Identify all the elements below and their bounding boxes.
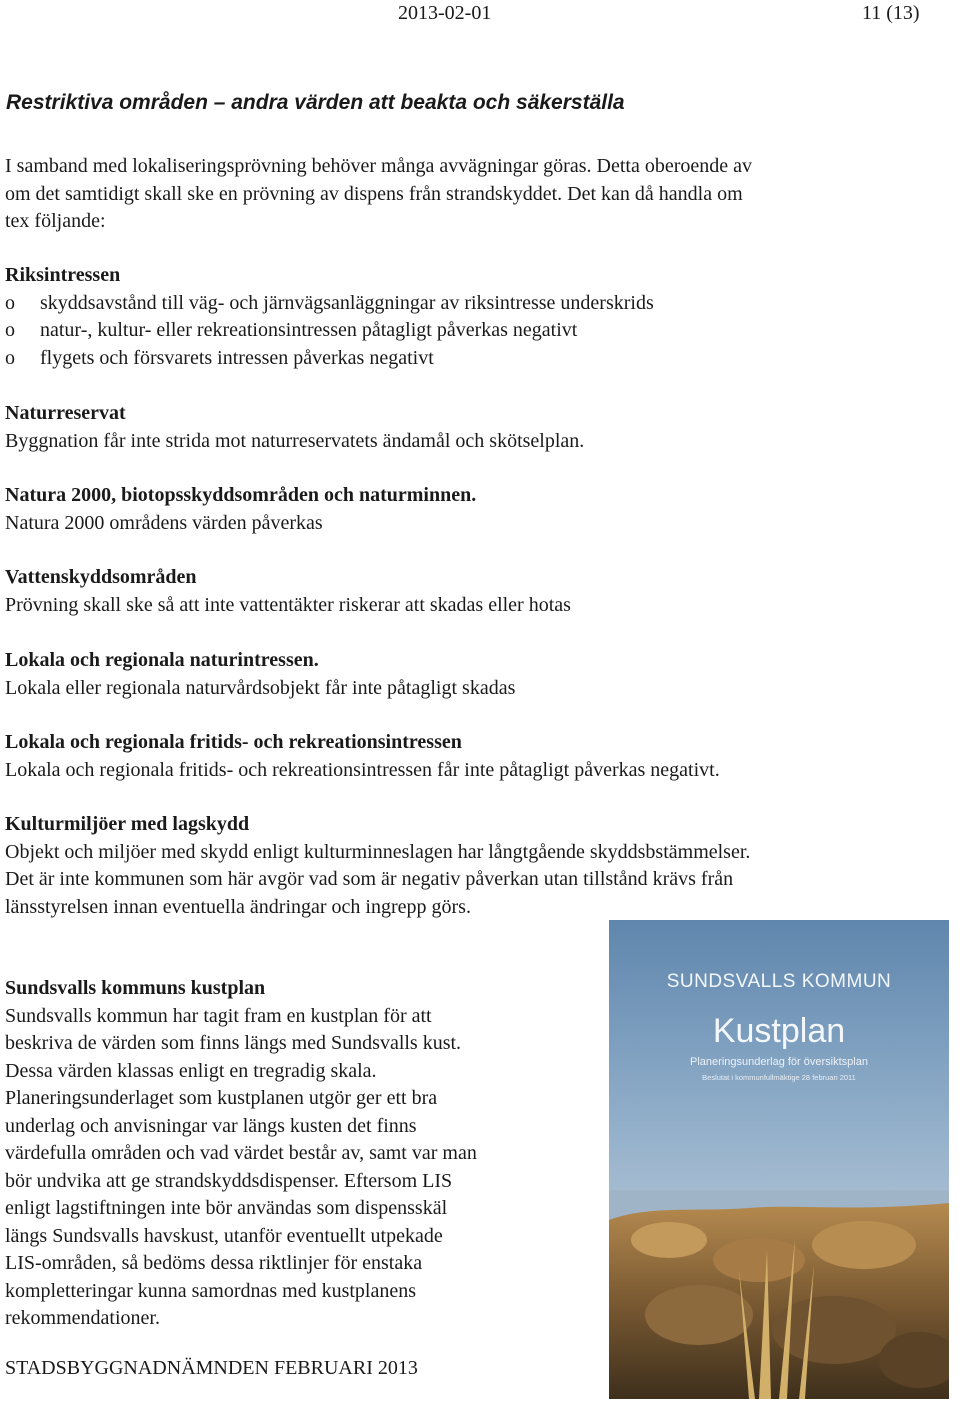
bullet-icon: o: [5, 346, 15, 369]
cover-title: Kustplan: [712, 1012, 846, 1050]
naturreservat-heading: Naturreservat: [5, 402, 126, 424]
riksintressen-section: [5, 262, 654, 372]
lokala-fritid-section: [5, 729, 720, 784]
lokala-fritid-heading: Lokala och regionala fritids- och rekreationsintressen: [5, 731, 462, 753]
lokala-natur-section: [5, 647, 515, 702]
intro-line: tex följande:: [5, 210, 106, 232]
naturreservat-section: [5, 400, 584, 455]
header-page-number: 11 (13): [862, 2, 920, 24]
kustplan-cover-image: [609, 920, 949, 1399]
kustplan-line: beskriva de värden som finns längs med Sundsvalls kust.: [5, 1032, 462, 1054]
natura-text: Natura 2000 områdens värden påverkas: [5, 511, 323, 534]
kustplan-line: enligt lagstiftningen inte bör användas som dispensskäl: [5, 1197, 448, 1219]
lokala-natur-heading: Lokala och regionala naturintressen.: [5, 649, 319, 671]
header-date: 2013-02-01: [398, 2, 492, 24]
lokala-natur-text: Lokala eller regionala naturvårdsobjekt får inte påtagligt skadas: [5, 676, 516, 699]
kustplan-line: Dessa värden klassas enligt en tregradig skala.: [5, 1059, 377, 1082]
cover-decision-note: Beslutat i kommunfullmäktige 28 februari 2011: [702, 1073, 856, 1082]
vatten-text: Prövning skall ske så att inte vattentäkter riskerar att skadas eller hotas: [5, 593, 571, 616]
cover-subtitle: Planeringsunderlag för översiktsplan: [690, 1056, 868, 1068]
riksintressen-heading: Riksintressen: [5, 264, 121, 286]
naturreservat-text: Byggnation får inte strida mot naturreservatets ändamål och skötselplan.: [5, 429, 585, 452]
list-item-text: flygets och försvarets intressen påverkas negativt: [40, 346, 434, 369]
kustplan-line: rekommendationer.: [5, 1307, 160, 1329]
kultur-line: Det är inte kommunen som här avgör vad som är negativ påverkan utan tillstånd krävs från: [5, 868, 734, 890]
intro-line: I samband med lokaliseringsprövning behöver många avvägningar göras. Detta oberoende av: [5, 155, 752, 177]
lokala-fritid-text: Lokala och regionala fritids- och rekreationsintressen får inte påtagligt påverkas negativt.: [5, 758, 720, 781]
kustplan-line: värdefulla områden och vad värdet består av, samt var man: [5, 1142, 477, 1164]
kustplan-line: längs Sundsvalls havskust, utanför eventuellt utpekade: [5, 1224, 443, 1247]
list-item: [5, 345, 654, 373]
list-item-text: natur-, kultur- eller rekreationsintressen påtagligt påverkas negativt: [40, 319, 578, 341]
vatten-section: [5, 564, 571, 619]
kultur-line: länsstyrelsen innan eventuella ändringar och ingrepp görs.: [5, 895, 471, 918]
kustplan-line: Planeringsunderlaget som kustplanen utgör ger ett bra: [5, 1087, 438, 1109]
list-item: [5, 290, 654, 318]
vatten-heading: Vattenskyddsområden: [5, 566, 197, 588]
kustplan-line: LIS-områden, så bedöms dessa riktlinjer för enstaka: [5, 1252, 423, 1274]
kustplan-section: [5, 975, 477, 1333]
natura-section: [5, 482, 476, 537]
intro-line: om det samtidigt skall ske en prövning av dispens från strandskyddet. Det kan då handla om: [5, 182, 743, 205]
intro-paragraph: [5, 153, 752, 236]
bullet-icon: o: [5, 291, 15, 314]
kustplan-line: kompletteringar kunna samordnas med kustplanens: [5, 1279, 417, 1302]
section-title: Restriktiva områden – andra värden att beakta och säkerställa: [6, 91, 625, 114]
kultur-heading: Kulturmiljöer med lagskydd: [5, 813, 250, 835]
list-item-text: skyddsavstånd till väg- och järnvägsanläggningar av riksintresse underskrids: [40, 291, 654, 314]
list-item: [5, 317, 654, 345]
bullet-icon: o: [5, 319, 15, 341]
kustplan-line: Sundsvalls kommun har tagit fram en kustplan för att: [5, 1004, 432, 1027]
page-footer: STADSBYGGNADNÄMNDEN FEBRUARI 2013: [5, 1357, 418, 1379]
kultur-section: [5, 811, 750, 921]
kustplan-line: bör undvika att ge strandskyddsdispenser. Eftersom LIS: [5, 1169, 453, 1192]
cover-municipality: SUNDSVALLS KOMMUN: [666, 971, 892, 992]
kultur-line: Objekt och miljöer med skydd enligt kulturminneslagen har långtgående skyddsbstämmelser.: [5, 840, 751, 863]
kustplan-line: underlag och anvisningar var längs kusten det finns: [5, 1114, 417, 1137]
kustplan-heading: Sundsvalls kommuns kustplan: [5, 977, 266, 999]
natura-heading: Natura 2000, biotopsskyddsområden och naturminnen.: [5, 484, 477, 506]
